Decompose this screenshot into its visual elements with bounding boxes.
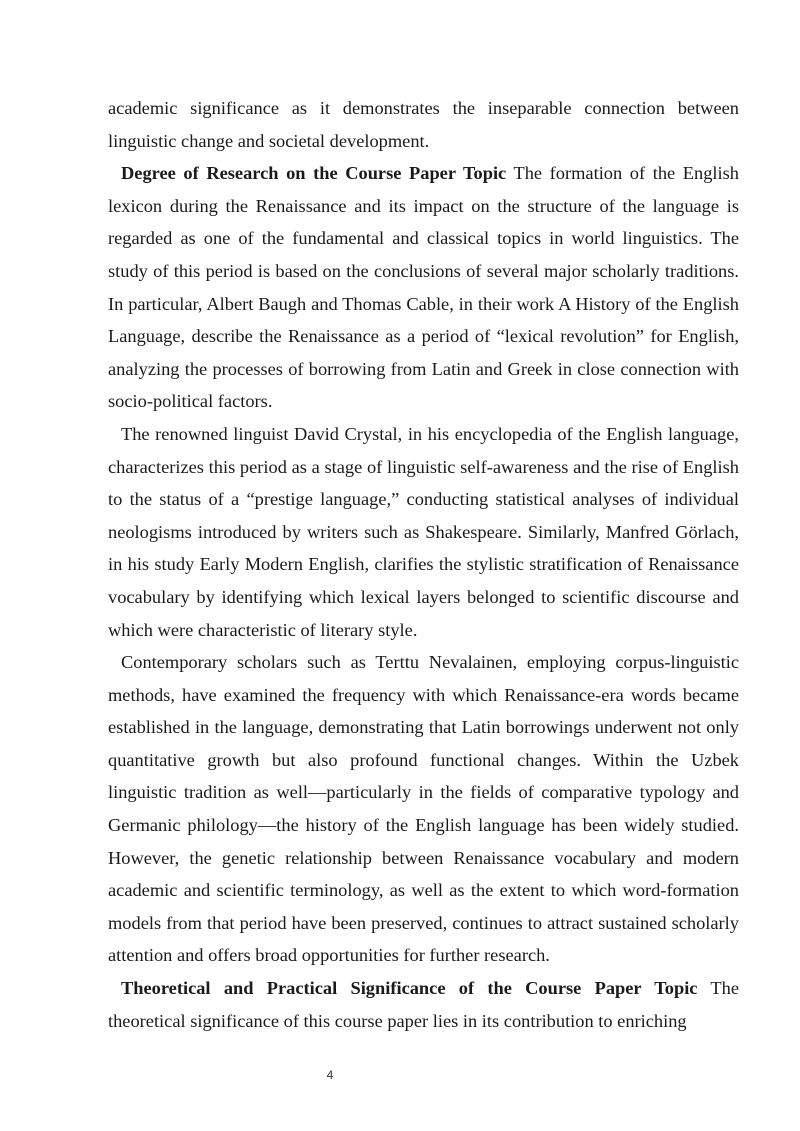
paragraph-text: Contemporary scholars such as Terttu Nevalainen, employing corpus-linguistic methods, have examined the frequency with which Renaissance-era words became established in the language, demonstrating that Latin borrowings underwent not only quantitative growth but also profound functional changes. Within the Uzbek linguistic tradition as well—particularly in the fields of comparative typology and Germanic philology—the history of the English language has been widely studied. However, the genetic relationship between Renaissance vocabulary and modern academic and scientific terminology, as well as the extent to which word-formation models from that period have been preserved, continues to attract sustained scholarly attention and offers broad opportunities for further research. bbox=[108, 652, 739, 966]
paragraph-text: The formation of the English lexicon during the Renaissance and its impact on the structure of the language is regarded as one of the fundamental and classical topics in world linguistics. The study of this period is based on the conclusions of several major scholarly traditions. In particular, Albert Baugh and Thomas Cable, in their work A History of the English Language, describe the Renaissance as a period of “lexical revolution” for English, analyzing the processes of borrowing from Latin and Greek in close connection with socio-political factors. bbox=[108, 163, 739, 412]
paragraph-contemporary-scholars bbox=[108, 646, 739, 972]
section-heading-degree-of-research: Degree of Research on the Course Paper Topic bbox=[121, 163, 507, 184]
paragraph-degree-of-research bbox=[108, 157, 739, 418]
paragraph-text: The theoretical significance of this course paper lies in its contribution to enriching bbox=[108, 978, 740, 1031]
paragraph-crystal bbox=[108, 418, 739, 646]
paragraph-text: The renowned linguist David Crystal, in his encyclopedia of the English language, characterizes this period as a stage of linguistic self-awareness and the rise of English to the status of a “prestige language,” conducting statistical analyses of individual neologisms introduced by writers such as Shakespeare. Similarly, Manfred Görlach, in his study Early Modern English, clarifies the stylistic stratification of Renaissance vocabulary by identifying which lexical layers belonged to scientific discourse and which were characteristic of literary style. bbox=[108, 423, 739, 640]
paragraph-text: academic significance as it demonstrates the inseparable connection between linguistic change and societal development. bbox=[108, 98, 739, 151]
paragraph-significance bbox=[108, 972, 739, 1037]
page-number: 4 bbox=[326, 1068, 334, 1082]
paragraph-continuation bbox=[108, 92, 739, 157]
body-text bbox=[108, 92, 739, 1037]
section-heading-significance: Theoretical and Practical Significance of the Course Paper Topic bbox=[121, 978, 698, 999]
